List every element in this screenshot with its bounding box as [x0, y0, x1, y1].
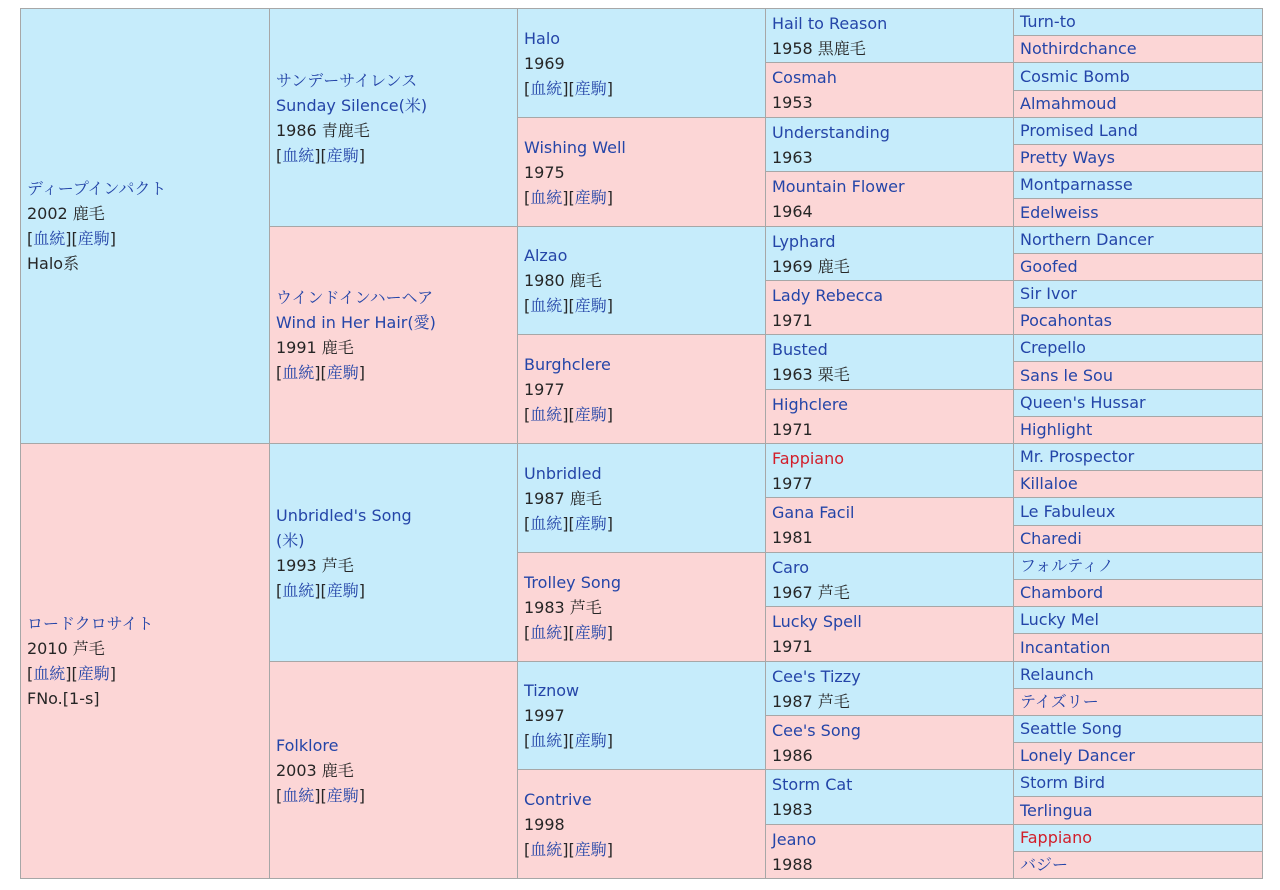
pedigree-link[interactable]: 血統	[282, 785, 315, 805]
offspring-link[interactable]: 産駒	[326, 785, 359, 805]
horse-name-link[interactable]: Contrive	[524, 789, 592, 809]
pedigree-cell-gen4-12	[765, 334, 1014, 390]
pedigree-link[interactable]: 血統	[530, 513, 563, 533]
pedigree-links: [血統][産駒]	[276, 363, 366, 382]
pedigree-cell-gen5-24	[1013, 661, 1263, 689]
horse-name-link[interactable]: Highclere	[772, 394, 848, 414]
pedigree-cell-gen5-31	[1013, 851, 1263, 879]
horse-name-link[interactable]: Relaunch	[1020, 665, 1094, 684]
pedigree-cell-gen2-24	[269, 661, 518, 879]
offspring-link[interactable]: 産駒	[574, 839, 607, 859]
horse-info: 1981	[772, 528, 813, 547]
horse-info: 1971	[772, 310, 813, 330]
pedigree-links: [血統][産駒]	[27, 229, 117, 248]
pedigree-link[interactable]: 血統	[530, 296, 563, 315]
horse-name-link[interactable]: Sans le Sou	[1020, 365, 1113, 385]
horse-info: 1983	[772, 800, 813, 819]
pedigree-cell-gen1-16	[20, 443, 270, 879]
pedigree-cell-gen4-0	[765, 8, 1014, 63]
horse-name-link[interactable]: ウインドインハーヘア	[276, 288, 434, 307]
pedigree-cell-gen4-18	[765, 497, 1014, 553]
pedigree-links: [血統][産駒]	[524, 296, 614, 315]
horse-name-link[interactable]: Pretty Ways	[1020, 148, 1115, 167]
horse-info: 1988	[772, 854, 813, 874]
horse-name-link[interactable]: Wishing Well	[524, 137, 626, 157]
horse-name-link[interactable]: Almahmoud	[1020, 94, 1117, 113]
pedigree-cell-gen5-0	[1013, 8, 1263, 36]
horse-name-link[interactable]: Queen's Hussar	[1020, 393, 1146, 412]
pedigree-links: [血統][産駒]	[27, 664, 117, 683]
offspring-link[interactable]: 産駒	[574, 404, 607, 424]
pedigree-links: [血統][産駒]	[276, 785, 366, 805]
pedigree-link[interactable]: 血統	[530, 839, 563, 859]
offspring-link[interactable]: 産駒	[326, 363, 359, 382]
horse-name-link[interactable]: Unbridled's Song	[276, 505, 412, 525]
horse-name-link[interactable]: Nothirdchance	[1020, 39, 1137, 58]
horse-name-link[interactable]: Folklore	[276, 735, 339, 755]
horse-info: 1987 芦毛	[772, 691, 850, 711]
horse-info: 1975	[524, 162, 565, 182]
pedigree-cell-gen5-13	[1013, 361, 1263, 390]
horse-info: 1993 芦毛	[276, 555, 354, 575]
horse-info: 1964	[772, 202, 813, 221]
horse-name-link[interactable]: Cee's Tizzy	[772, 666, 861, 686]
horse-name-link[interactable]: Fappiano	[772, 448, 845, 468]
horse-info: 1998	[524, 814, 565, 834]
pedigree-cell-gen2-0	[269, 8, 518, 227]
horse-name-link[interactable]: Le Fabuleux	[1020, 501, 1116, 521]
horse-name-link[interactable]: Killaloe	[1020, 474, 1078, 493]
pedigree-links: [血統][産駒]	[524, 404, 614, 424]
pedigree-cell-gen5-18	[1013, 497, 1263, 526]
horse-name-link[interactable]: ロードクロサイト	[27, 614, 154, 633]
horse-name-link[interactable]: Promised Land	[1020, 121, 1138, 140]
horse-info: Halo系	[27, 254, 80, 273]
horse-name-link[interactable]: Hail to Reason	[772, 13, 888, 33]
pedigree-cell-gen3-28	[517, 769, 766, 879]
pedigree-cell-gen4-2	[765, 62, 1014, 118]
pedigree-cell-gen5-21	[1013, 579, 1263, 607]
horse-name-link[interactable]: Seattle Song	[1020, 719, 1122, 738]
pedigree-cell-gen4-30	[765, 824, 1014, 879]
horse-name-link[interactable]: サンデーサイレンス	[276, 70, 418, 90]
pedigree-cell-gen5-12	[1013, 334, 1263, 362]
horse-name-link[interactable]: Jeano	[772, 829, 817, 849]
pedigree-cell-gen5-19	[1013, 525, 1263, 553]
horse-name-link[interactable]: Lucky Spell	[772, 612, 862, 631]
horse-name-link[interactable]: Busted	[772, 340, 828, 359]
horse-name-link[interactable]: Burghclere	[524, 354, 611, 374]
horse-name-link[interactable]: Cosmic Bomb	[1020, 66, 1130, 86]
pedigree-cell-gen5-3	[1013, 90, 1263, 118]
horse-name-link[interactable]: Montparnasse	[1020, 175, 1133, 194]
pedigree-cell-gen5-17	[1013, 470, 1263, 498]
pedigree-cell-gen3-0	[517, 8, 766, 118]
pedigree-cell-gen3-8	[517, 226, 766, 335]
offspring-link[interactable]: 産駒	[574, 296, 607, 315]
horse-name-link[interactable]: テイズリー	[1020, 692, 1099, 711]
horse-info: 2003 鹿毛	[276, 760, 354, 780]
pedigree-links: [血統][産駒]	[276, 145, 366, 165]
pedigree-link[interactable]: 血統	[530, 622, 563, 642]
pedigree-cell-gen5-10	[1013, 280, 1263, 308]
horse-name-link[interactable]: Unbridled	[524, 463, 602, 483]
pedigree-cell-gen4-24	[765, 661, 1014, 716]
offspring-link[interactable]: 産駒	[574, 622, 607, 642]
horse-name-link[interactable]: Tiznow	[524, 681, 580, 700]
horse-name-link[interactable]: Pocahontas	[1020, 311, 1112, 330]
horse-name-link[interactable]: Storm Cat	[772, 775, 853, 794]
pedigree-cell-gen4-8	[765, 226, 1014, 281]
pedigree-cell-gen4-22	[765, 606, 1014, 662]
pedigree-cell-gen2-16	[269, 443, 518, 662]
pedigree-cell-gen4-16	[765, 443, 1014, 498]
pedigree-link[interactable]: 血統	[282, 363, 315, 382]
horse-name-link[interactable]: Fappiano	[1020, 828, 1093, 847]
horse-name-link[interactable]: Turn-to	[1020, 12, 1076, 31]
offspring-link[interactable]: 産駒	[326, 145, 359, 165]
horse-name-link[interactable]: Edelweiss	[1020, 202, 1099, 222]
offspring-link[interactable]: 産駒	[574, 78, 607, 98]
horse-name-link[interactable]: Wind in Her Hair(愛)	[276, 313, 436, 332]
pedigree-cell-gen5-27	[1013, 742, 1263, 770]
horse-name-link[interactable]: Incantation	[1020, 637, 1111, 657]
horse-name-link[interactable]: フォルティノ	[1020, 556, 1114, 575]
pedigree-cell-gen5-6	[1013, 171, 1263, 199]
horse-name-link[interactable]: Northern Dancer	[1020, 230, 1154, 249]
horse-name-link[interactable]: バジー	[1020, 855, 1069, 874]
horse-name-link[interactable]: Lady Rebecca	[772, 285, 884, 305]
horse-info: 1967 芦毛	[772, 582, 850, 602]
horse-info: 2002 鹿毛	[27, 204, 105, 223]
offspring-link[interactable]: 産駒	[574, 513, 607, 533]
offspring-link[interactable]: 産駒	[326, 580, 359, 600]
pedigree-cell-gen4-14	[765, 389, 1014, 444]
horse-name-link[interactable]: Gana Facil	[772, 503, 855, 522]
pedigree-links: [血統][産駒]	[524, 78, 614, 98]
pedigree-cell-gen3-12	[517, 334, 766, 444]
pedigree-cell-gen5-29	[1013, 796, 1263, 825]
pedigree-cell-gen5-30	[1013, 824, 1263, 852]
horse-name-link[interactable]: Storm Bird	[1020, 773, 1106, 792]
horse-name-link[interactable]: (米)	[276, 530, 305, 550]
horse-name-link[interactable]: Highlight	[1020, 420, 1093, 439]
horse-name-link[interactable]: Sunday Silence(米)	[276, 95, 428, 115]
horse-info: 1953	[772, 93, 813, 112]
pedigree-links: [血統][産駒]	[524, 731, 614, 750]
horse-name-link[interactable]: Lucky Mel	[1020, 610, 1099, 629]
pedigree-cell-gen3-20	[517, 552, 766, 662]
pedigree-link[interactable]: 血統	[282, 580, 315, 600]
horse-info: 1963	[772, 147, 813, 167]
pedigree-links: [血統][産駒]	[524, 187, 614, 207]
horse-info: 1997	[524, 706, 565, 725]
pedigree-cell-gen5-5	[1013, 144, 1263, 172]
horse-name-link[interactable]: Goofed	[1020, 257, 1078, 276]
pedigree-link[interactable]: 血統	[530, 731, 563, 750]
pedigree-link[interactable]: 血統	[530, 187, 563, 207]
pedigree-cell-gen4-26	[765, 715, 1014, 770]
pedigree-cell-gen5-7	[1013, 198, 1263, 227]
pedigree-cell-gen5-4	[1013, 117, 1263, 145]
pedigree-links: [血統][産駒]	[524, 622, 614, 642]
pedigree-cell-gen4-20	[765, 552, 1014, 607]
horse-name-link[interactable]: Caro	[772, 557, 809, 577]
horse-info: 1969	[524, 53, 565, 73]
horse-info: 1986 青鹿毛	[276, 120, 370, 140]
offspring-link[interactable]: 産駒	[77, 229, 110, 248]
horse-info: 1986	[772, 745, 813, 765]
pedigree-cell-gen4-4	[765, 117, 1014, 172]
pedigree-links: [血統][産駒]	[524, 513, 614, 533]
horse-name-link[interactable]: Mr. Prospector	[1020, 447, 1135, 466]
horse-name-link[interactable]: Understanding	[772, 122, 890, 142]
pedigree-cell-gen4-28	[765, 769, 1014, 825]
horse-name-link[interactable]: Chambord	[1020, 583, 1104, 602]
pedigree-cell-gen5-15	[1013, 416, 1263, 444]
pedigree-link[interactable]: 血統	[530, 404, 563, 424]
pedigree-link[interactable]: 血統	[530, 78, 563, 98]
horse-name-link[interactable]: Cee's Song	[772, 720, 861, 740]
horse-info: 1971	[772, 637, 813, 656]
horse-name-link[interactable]: Halo	[524, 28, 561, 48]
pedigree-cell-gen5-14	[1013, 389, 1263, 417]
horse-info: 1969 鹿毛	[772, 256, 850, 276]
horse-info: 1977	[772, 473, 813, 493]
pedigree-cell-gen5-11	[1013, 307, 1263, 335]
horse-name-link[interactable]: Cosmah	[772, 68, 837, 87]
horse-info: 1983 芦毛	[524, 597, 602, 617]
horse-name-link[interactable]: Trolley Song	[524, 572, 621, 592]
horse-info: 1980 鹿毛	[524, 271, 602, 290]
horse-info: 1977	[524, 379, 565, 399]
pedigree-cell-gen4-10	[765, 280, 1014, 335]
horse-name-link[interactable]: Lyphard	[772, 231, 836, 251]
pedigree-cell-gen4-6	[765, 171, 1014, 227]
horse-info: 1991 鹿毛	[276, 338, 354, 357]
horse-info: 1987 鹿毛	[524, 488, 602, 508]
horse-info: FNo.[1-s]	[27, 689, 100, 708]
pedigree-link[interactable]: 血統	[33, 664, 66, 683]
pedigree-cell-gen5-26	[1013, 715, 1263, 743]
horse-name-link[interactable]: Sir Ivor	[1020, 284, 1077, 303]
pedigree-cell-gen5-9	[1013, 253, 1263, 281]
pedigree-cell-gen5-25	[1013, 688, 1263, 716]
pedigree-cell-gen5-20	[1013, 552, 1263, 580]
horse-info: 1963 栗毛	[772, 365, 850, 384]
pedigree-cell-gen5-23	[1013, 633, 1263, 662]
horse-name-link[interactable]: Charedi	[1020, 529, 1082, 548]
pedigree-cell-gen5-22	[1013, 606, 1263, 634]
horse-info: 1958 黒鹿毛	[772, 38, 866, 58]
pedigree-cell-gen5-16	[1013, 443, 1263, 471]
horse-name-link[interactable]: Terlingua	[1020, 800, 1093, 820]
pedigree-links: [血統][産駒]	[276, 580, 366, 600]
horse-info: 1971	[772, 419, 813, 439]
horse-info: 2010 芦毛	[27, 639, 105, 658]
offspring-link[interactable]: 産駒	[574, 187, 607, 207]
horse-name-link[interactable]: Mountain Flower	[772, 177, 905, 196]
horse-name-link[interactable]: Crepello	[1020, 338, 1086, 357]
horse-name-link[interactable]: Alzao	[524, 246, 568, 265]
pedigree-cell-gen5-1	[1013, 35, 1263, 63]
pedigree-link[interactable]: 血統	[282, 145, 315, 165]
horse-name-link[interactable]: Lonely Dancer	[1020, 746, 1135, 765]
pedigree-cell-gen3-4	[517, 117, 766, 227]
pedigree-links: [血統][産駒]	[524, 839, 614, 859]
pedigree-cell-gen5-8	[1013, 226, 1263, 254]
offspring-link[interactable]: 産駒	[574, 731, 607, 750]
pedigree-cell-gen1-0	[20, 8, 270, 444]
pedigree-cell-gen2-8	[269, 226, 518, 444]
horse-name-link[interactable]: ディープインパクト	[27, 179, 167, 198]
pedigree-cell-gen3-24	[517, 661, 766, 770]
pedigree-link[interactable]: 血統	[33, 229, 66, 248]
pedigree-cell-gen5-2	[1013, 62, 1263, 91]
offspring-link[interactable]: 産駒	[77, 664, 110, 683]
pedigree-cell-gen3-16	[517, 443, 766, 553]
pedigree-cell-gen5-28	[1013, 769, 1263, 797]
pedigree-table	[20, 8, 1262, 878]
